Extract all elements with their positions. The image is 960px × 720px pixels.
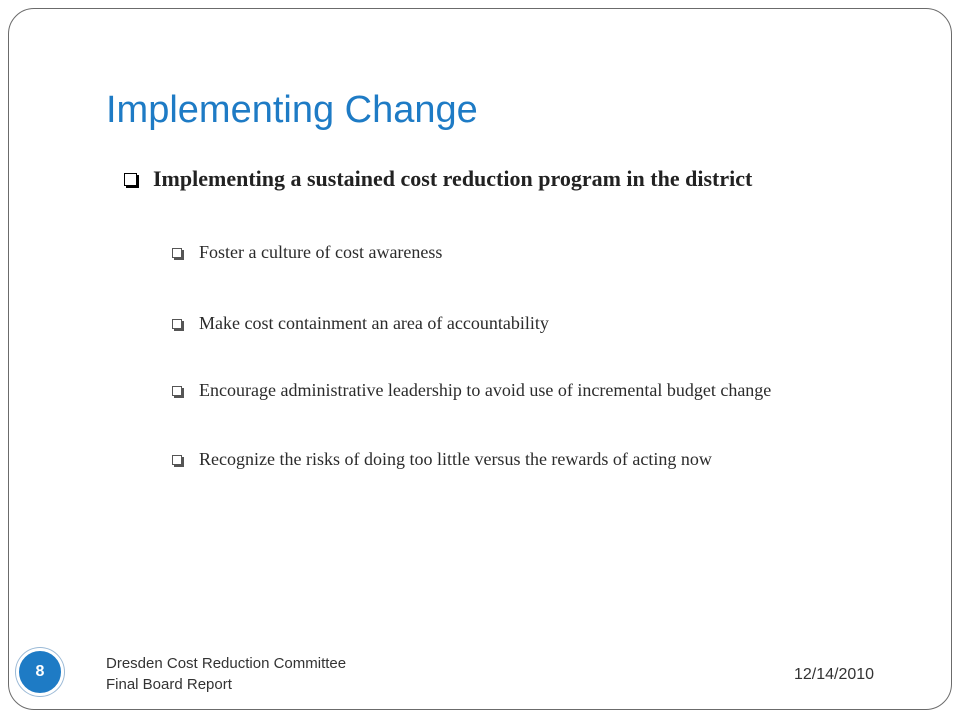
page-number: 8 [35, 663, 45, 680]
footer-org-line1: Dresden Cost Reduction Committee [106, 655, 347, 672]
square-bullet-icon [172, 386, 182, 396]
sub-bullet-text: Make cost containment an area of accountability [199, 313, 549, 333]
sub-bullet-text: Foster a culture of cost awareness [199, 242, 443, 262]
sub-bullet [172, 449, 712, 470]
square-bullet-icon [124, 173, 137, 186]
sub-bullet [172, 380, 771, 401]
main-bullet [124, 166, 752, 192]
footer-organization [106, 653, 346, 695]
footer-org-line2: Final Board Report [106, 676, 232, 693]
square-bullet-icon [172, 248, 182, 258]
page-number-badge [16, 648, 64, 696]
slide-title: Implementing Change [106, 89, 478, 131]
sub-bullet-text: Encourage administrative leadership to avoid use of incremental budget change [199, 380, 772, 400]
footer-date: 12/14/2010 [794, 666, 875, 683]
square-bullet-icon [172, 319, 182, 329]
sub-bullet [172, 242, 442, 263]
sub-bullet-text: Recognize the risks of doing too little versus the rewards of acting now [199, 449, 712, 469]
square-bullet-icon [172, 455, 182, 465]
sub-bullet [172, 313, 549, 334]
main-bullet-text: Implementing a sustained cost reduction program in the district [153, 166, 753, 191]
